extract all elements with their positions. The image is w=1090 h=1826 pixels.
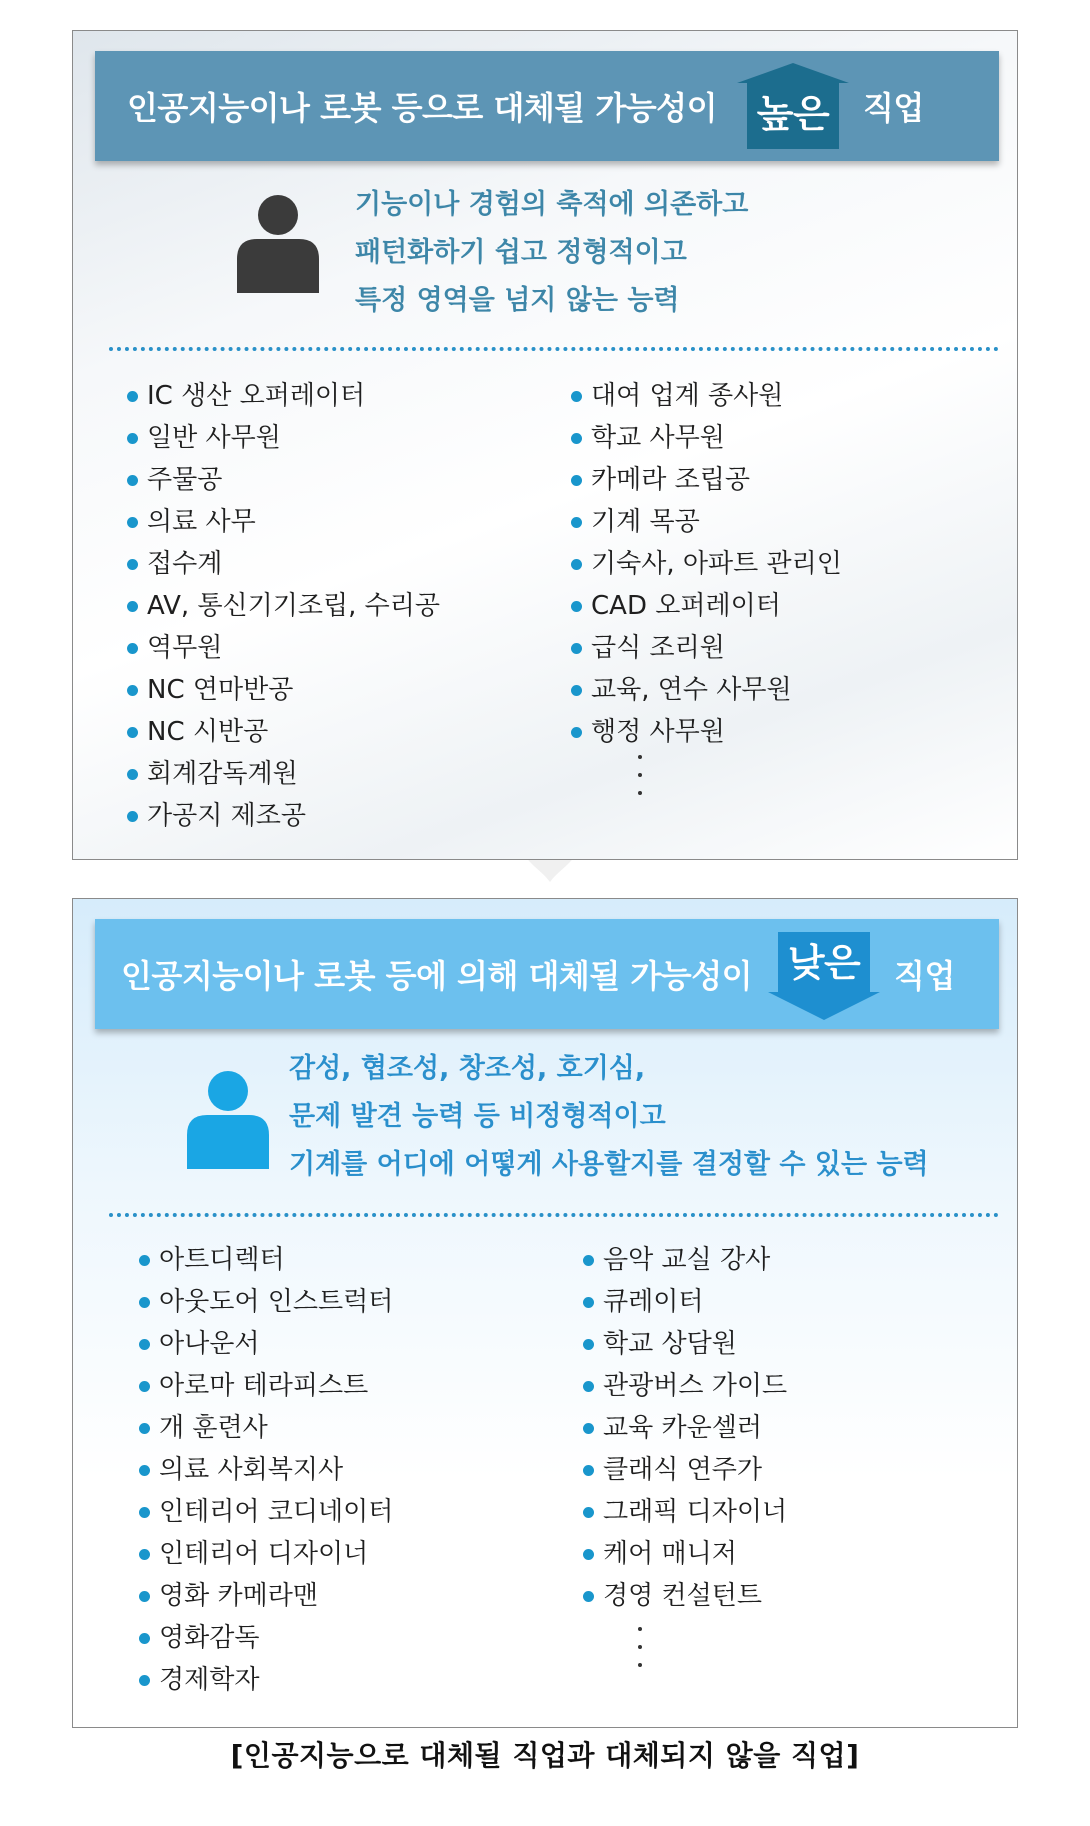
person-icon <box>183 1069 273 1169</box>
job-item: NC 연마반공 <box>127 669 440 711</box>
job-item: 기계 목공 <box>571 501 842 543</box>
high-ability-text <box>355 181 748 325</box>
high-jobs-right <box>571 375 842 753</box>
job-item: 가공지 제조공 <box>127 795 440 837</box>
job-item: 클래식 연주가 <box>583 1449 787 1491</box>
low-jobs-left <box>139 1239 393 1701</box>
job-item: 교육 카운셀러 <box>583 1407 787 1449</box>
dotted-divider <box>109 347 999 351</box>
job-item: 그래픽 디자이너 <box>583 1491 787 1533</box>
job-item: 의료 사회복지사 <box>139 1449 393 1491</box>
low-risk-panel <box>72 898 1018 1728</box>
job-item: 아나운서 <box>139 1323 393 1365</box>
job-item: 아웃도어 인스트럭터 <box>139 1281 393 1323</box>
low-ability-line: 문제 발견 능력 등 비정형적이고 <box>289 1101 666 1132</box>
low-key-word: 낮은 <box>787 941 861 985</box>
low-ability-line: 기계를 어디에 어떻게 사용할지를 결정할 수 있는 능력 <box>289 1149 929 1180</box>
job-item: 개 훈련사 <box>139 1407 393 1449</box>
low-banner-text: 인공지능이나 로봇 등에 의해 대체될 가능성이 <box>121 957 753 995</box>
job-item: AV, 통신기기조립, 수리공 <box>127 585 440 627</box>
job-item: 경제학자 <box>139 1659 393 1701</box>
job-item: 큐레이터 <box>583 1281 787 1323</box>
low-jobs-right <box>583 1239 787 1617</box>
job-item: 급식 조리원 <box>571 627 842 669</box>
low-risk-banner <box>95 919 999 1029</box>
job-item: 역무원 <box>127 627 440 669</box>
high-key-badge <box>737 63 849 149</box>
job-item: 인테리어 코디네이터 <box>139 1491 393 1533</box>
job-item: 인테리어 디자이너 <box>139 1533 393 1575</box>
high-jobs-left <box>127 375 440 837</box>
job-item: 회계감독계원 <box>127 753 440 795</box>
job-item: 아로마 테라피스트 <box>139 1365 393 1407</box>
job-item: 아트디렉터 <box>139 1239 393 1281</box>
high-risk-panel <box>72 30 1018 860</box>
job-item: 교육, 연수 사무원 <box>571 669 842 711</box>
job-item: 의료 사무 <box>127 501 440 543</box>
job-item: 케어 매니저 <box>583 1533 787 1575</box>
job-item: 행정 사무원 <box>571 711 842 753</box>
high-risk-banner <box>95 51 999 161</box>
job-item: 영화감독 <box>139 1617 393 1659</box>
job-item: 대여 업계 종사원 <box>571 375 842 417</box>
more-ellipsis <box>638 755 644 795</box>
low-key-badge <box>768 924 880 1024</box>
job-item: 주물공 <box>127 459 440 501</box>
person-icon <box>233 193 323 293</box>
dotted-divider <box>109 1213 999 1217</box>
job-item: 접수계 <box>127 543 440 585</box>
job-item: 일반 사무원 <box>127 417 440 459</box>
figure-caption: [인공지능으로 대체될 직업과 대체되지 않을 직업] <box>230 1739 860 1772</box>
job-item: NC 시반공 <box>127 711 440 753</box>
low-banner-suffix: 직업 <box>894 957 955 995</box>
job-item: IC 생산 오퍼레이터 <box>127 375 440 417</box>
high-ability-line: 특정 영역을 넘지 않는 능력 <box>355 285 680 316</box>
job-item: 관광버스 가이드 <box>583 1365 787 1407</box>
high-banner-suffix: 직업 <box>862 89 924 127</box>
high-ability-line: 기능이나 경험의 축적에 의존하고 <box>355 189 749 220</box>
job-item: 카메라 조립공 <box>571 459 842 501</box>
job-item: CAD 오퍼레이터 <box>571 585 842 627</box>
job-item: 학교 상담원 <box>583 1323 787 1365</box>
job-item: 음악 교실 강사 <box>583 1239 787 1281</box>
high-key-word: 높은 <box>756 92 830 136</box>
high-banner-text: 인공지능이나 로봇 등으로 대체될 가능성이 <box>127 89 717 127</box>
more-ellipsis <box>638 1627 644 1667</box>
job-item: 기숙사, 아파트 관리인 <box>571 543 842 585</box>
job-item: 영화 카메라맨 <box>139 1575 393 1617</box>
job-item: 경영 컨설턴트 <box>583 1575 787 1617</box>
job-item: 학교 사무원 <box>571 417 842 459</box>
high-ability-line: 패턴화하기 쉽고 정형적이고 <box>355 237 687 268</box>
low-ability-line: 감성, 협조성, 창조성, 호기심, <box>289 1053 646 1084</box>
low-ability-text <box>289 1045 929 1189</box>
